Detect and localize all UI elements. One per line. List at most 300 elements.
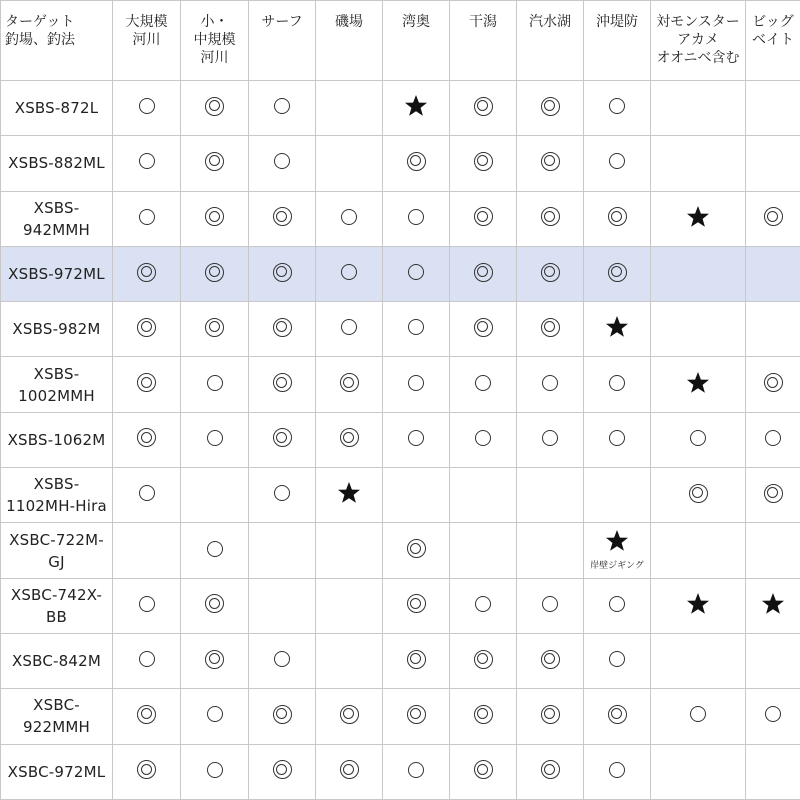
circle-icon <box>609 651 625 667</box>
rating-cell <box>249 633 316 688</box>
double-circle-icon <box>474 705 493 724</box>
rating-cell <box>517 633 584 688</box>
rating-cell <box>517 689 584 744</box>
rating-cell <box>181 523 249 578</box>
rating-cell <box>450 191 517 246</box>
rating-cell <box>316 136 383 191</box>
table-row <box>1 468 800 523</box>
text-line: オオニベ含む <box>656 50 740 66</box>
double-circle-icon <box>137 760 156 779</box>
rating-cell <box>584 523 651 578</box>
double-circle-icon <box>273 428 292 447</box>
double-circle-icon <box>273 207 292 226</box>
rating-cell <box>517 191 584 246</box>
rating-cell <box>181 633 249 688</box>
rating-cell <box>113 191 181 246</box>
text-line: 干潟 <box>469 14 497 30</box>
double-circle-icon <box>273 373 292 392</box>
table-row <box>1 689 800 744</box>
rating-cell <box>383 633 450 688</box>
text-line: 河川 <box>200 50 229 66</box>
rating-cell <box>113 689 181 744</box>
rating-cell <box>316 578 383 633</box>
double-circle-icon <box>273 705 292 724</box>
circle-icon <box>274 651 290 667</box>
rating-cell <box>181 246 249 301</box>
rating-cell <box>517 136 584 191</box>
rating-cell <box>450 246 517 301</box>
rating-cell <box>113 633 181 688</box>
double-circle-icon <box>205 152 224 171</box>
rating-cell <box>746 468 800 523</box>
rating-cell <box>746 246 800 301</box>
rating-cell <box>316 523 383 578</box>
rating-cell <box>651 136 746 191</box>
rating-cell <box>113 523 181 578</box>
rating-cell <box>746 744 800 799</box>
text-line: 汽水湖 <box>529 14 571 30</box>
model-name-cell <box>1 412 113 467</box>
text-line: 沖堤防 <box>596 14 638 30</box>
table-row <box>1 633 800 688</box>
column-header <box>584 1 651 81</box>
rating-cell <box>181 81 249 136</box>
rating-cell <box>113 357 181 412</box>
model-name-cell <box>1 468 113 523</box>
circle-icon <box>408 209 424 225</box>
double-circle-icon <box>541 705 560 724</box>
circle-icon <box>207 375 223 391</box>
circle-icon <box>609 98 625 114</box>
text-line: 河川 <box>132 32 161 48</box>
double-circle-icon <box>205 318 224 337</box>
column-header <box>746 1 800 81</box>
text-line: 中規模 <box>193 32 236 48</box>
double-circle-icon <box>137 373 156 392</box>
circle-icon <box>341 319 357 335</box>
circle-icon <box>207 762 223 778</box>
rating-cell <box>113 246 181 301</box>
rating-cell <box>113 468 181 523</box>
text-line: XSBS-982M <box>12 320 101 339</box>
text-line: XSBS-882ML <box>8 154 105 173</box>
text-line: 1002MMH <box>18 386 95 405</box>
double-circle-icon <box>474 650 493 669</box>
rating-cell <box>746 578 800 633</box>
rating-cell <box>249 81 316 136</box>
text-line: ベイト <box>752 32 794 48</box>
rating-cell <box>584 578 651 633</box>
rating-cell <box>249 246 316 301</box>
model-name-cell <box>1 578 113 633</box>
rating-cell <box>316 357 383 412</box>
circle-icon <box>765 430 781 446</box>
header-corner-cell <box>1 1 113 81</box>
rating-cell <box>450 468 517 523</box>
circle-icon <box>475 430 491 446</box>
rating-cell <box>517 246 584 301</box>
double-circle-icon <box>407 539 426 558</box>
circle-icon <box>690 430 706 446</box>
rating-cell <box>450 136 517 191</box>
table-body <box>1 81 800 800</box>
double-circle-icon <box>541 152 560 171</box>
rating-cell <box>584 689 651 744</box>
double-circle-icon <box>205 594 224 613</box>
rating-cell <box>249 357 316 412</box>
rating-cell <box>181 578 249 633</box>
rating-cell <box>746 302 800 357</box>
double-circle-icon <box>205 97 224 116</box>
circle-icon <box>542 430 558 446</box>
text-line: ターゲット <box>5 14 75 30</box>
model-name-cell <box>1 633 113 688</box>
model-name-cell <box>1 689 113 744</box>
double-circle-icon <box>407 152 426 171</box>
rating-cell <box>316 689 383 744</box>
rating-cell <box>746 136 800 191</box>
double-circle-icon <box>205 263 224 282</box>
rating-cell <box>651 302 746 357</box>
double-circle-icon <box>137 428 156 447</box>
rating-cell <box>651 744 746 799</box>
text-line: XSBC- <box>33 696 80 715</box>
rating-cell <box>584 412 651 467</box>
circle-icon <box>609 762 625 778</box>
circle-icon <box>690 706 706 722</box>
circle-icon <box>408 375 424 391</box>
double-circle-icon <box>541 760 560 779</box>
rating-cell <box>584 246 651 301</box>
column-header <box>249 1 316 81</box>
text-line: GJ <box>48 552 65 571</box>
circle-icon <box>139 209 155 225</box>
circle-icon <box>542 375 558 391</box>
column-header <box>113 1 181 81</box>
text-line: 湾奥 <box>402 14 430 30</box>
star-icon <box>686 592 710 616</box>
column-header <box>383 1 450 81</box>
double-circle-icon <box>541 650 560 669</box>
rating-cell <box>383 191 450 246</box>
double-circle-icon <box>340 760 359 779</box>
column-header <box>181 1 249 81</box>
rating-cell <box>584 81 651 136</box>
rating-cell <box>181 191 249 246</box>
double-circle-icon <box>541 207 560 226</box>
table-row <box>1 523 800 578</box>
rating-cell <box>584 136 651 191</box>
table-row <box>1 357 800 412</box>
rating-cell <box>316 302 383 357</box>
double-circle-icon <box>541 263 560 282</box>
rating-cell <box>517 81 584 136</box>
text-line: 922MMH <box>23 718 90 737</box>
rating-cell <box>517 412 584 467</box>
rating-cell <box>316 744 383 799</box>
rating-cell <box>517 523 584 578</box>
header-row <box>1 1 800 81</box>
rating-cell <box>584 744 651 799</box>
column-header <box>316 1 383 81</box>
double-circle-icon <box>541 97 560 116</box>
star-icon <box>605 315 629 339</box>
table-row <box>1 412 800 467</box>
rating-cell <box>383 744 450 799</box>
double-circle-icon <box>407 594 426 613</box>
rating-cell <box>249 136 316 191</box>
double-circle-icon <box>273 760 292 779</box>
text-line: XSBC-972ML <box>7 762 106 781</box>
circle-icon <box>274 153 290 169</box>
rating-cell <box>113 302 181 357</box>
rating-cell <box>517 744 584 799</box>
rating-cell <box>249 302 316 357</box>
rating-cell <box>651 357 746 412</box>
rating-cell <box>383 412 450 467</box>
double-circle-icon <box>474 207 493 226</box>
double-circle-icon <box>764 373 783 392</box>
table-row <box>1 744 800 799</box>
double-circle-icon <box>137 318 156 337</box>
double-circle-icon <box>407 650 426 669</box>
circle-icon <box>207 706 223 722</box>
column-header <box>651 1 746 81</box>
rating-cell <box>383 689 450 744</box>
circle-icon <box>475 375 491 391</box>
text-line: BB <box>46 607 67 626</box>
circle-icon <box>609 430 625 446</box>
rating-cell <box>651 633 746 688</box>
rating-cell <box>181 412 249 467</box>
table-row <box>1 578 800 633</box>
rating-cell <box>450 81 517 136</box>
double-circle-icon <box>541 318 560 337</box>
circle-icon <box>408 319 424 335</box>
circle-icon <box>765 706 781 722</box>
rating-cell <box>584 468 651 523</box>
rating-cell <box>249 689 316 744</box>
rating-cell <box>450 523 517 578</box>
circle-icon <box>542 596 558 612</box>
model-name-cell <box>1 744 113 799</box>
rating-cell <box>651 191 746 246</box>
circle-icon <box>408 762 424 778</box>
rating-cell <box>383 523 450 578</box>
rating-cell <box>584 357 651 412</box>
rating-cell <box>181 302 249 357</box>
text-line: 釣場、釣法 <box>5 32 75 48</box>
rating-cell <box>651 689 746 744</box>
rating-cell <box>450 633 517 688</box>
double-circle-icon <box>407 705 426 724</box>
rating-cell <box>651 523 746 578</box>
text-line: 大規模 <box>125 14 168 30</box>
circle-icon <box>139 485 155 501</box>
rating-cell <box>450 357 517 412</box>
rating-cell <box>249 468 316 523</box>
double-circle-icon <box>474 152 493 171</box>
double-circle-icon <box>273 318 292 337</box>
rating-cell <box>651 468 746 523</box>
rating-cell <box>316 81 383 136</box>
rating-cell <box>181 357 249 412</box>
model-name-cell <box>1 523 113 578</box>
circle-icon <box>609 375 625 391</box>
rating-cell <box>316 468 383 523</box>
rating-cell <box>517 578 584 633</box>
circle-icon <box>139 651 155 667</box>
rating-cell <box>113 578 181 633</box>
star-icon <box>686 371 710 395</box>
double-circle-icon <box>474 318 493 337</box>
text-line: XSBC-722M- <box>9 530 104 549</box>
text-line: XSBC-742X- <box>10 585 103 604</box>
circle-icon <box>408 430 424 446</box>
double-circle-icon <box>340 373 359 392</box>
text-line: XSBC-842M <box>11 652 102 671</box>
star-icon <box>761 592 785 616</box>
rating-cell <box>584 191 651 246</box>
model-name-cell <box>1 136 113 191</box>
rating-cell <box>517 302 584 357</box>
circle-icon <box>475 596 491 612</box>
rating-cell <box>316 246 383 301</box>
rating-cell <box>113 412 181 467</box>
rating-cell <box>450 302 517 357</box>
text-line: 1102MH-Hira <box>6 497 107 516</box>
star-icon <box>404 94 428 118</box>
rating-cell <box>181 468 249 523</box>
rating-cell <box>450 689 517 744</box>
table-row <box>1 136 800 191</box>
circle-icon <box>408 264 424 280</box>
double-circle-icon <box>608 705 627 724</box>
column-header <box>517 1 584 81</box>
double-circle-icon <box>137 263 156 282</box>
rating-cell <box>746 523 800 578</box>
rating-cell <box>383 246 450 301</box>
text-line: XSBS- <box>33 364 80 383</box>
rating-cell <box>450 412 517 467</box>
rating-cell <box>181 136 249 191</box>
rating-cell <box>181 689 249 744</box>
circle-icon <box>139 596 155 612</box>
double-circle-icon <box>205 207 224 226</box>
circle-icon <box>207 430 223 446</box>
double-circle-icon <box>608 207 627 226</box>
circle-icon <box>274 485 290 501</box>
text-line: 磯場 <box>335 14 363 30</box>
table-row <box>1 302 800 357</box>
double-circle-icon <box>474 760 493 779</box>
model-name-cell <box>1 81 113 136</box>
rating-cell <box>383 81 450 136</box>
circle-icon <box>609 153 625 169</box>
circle-icon <box>139 98 155 114</box>
rating-cell <box>746 191 800 246</box>
model-name-cell <box>1 246 113 301</box>
model-name-cell <box>1 302 113 357</box>
text-line: ビッグ <box>752 14 794 30</box>
circle-icon <box>609 596 625 612</box>
model-name-cell <box>1 357 113 412</box>
rating-cell <box>383 136 450 191</box>
table-row <box>1 191 800 246</box>
cell-note: 岸壁ジギング <box>590 561 644 572</box>
rating-cell <box>651 412 746 467</box>
text-line: XSBS-872L <box>14 99 99 118</box>
rating-cell <box>383 357 450 412</box>
rating-cell <box>584 633 651 688</box>
rating-cell <box>584 302 651 357</box>
rating-cell <box>249 412 316 467</box>
rating-cell <box>746 633 800 688</box>
star-icon <box>686 205 710 229</box>
rating-cell <box>316 412 383 467</box>
rating-cell <box>651 246 746 301</box>
text-line: アカメ <box>677 32 719 48</box>
double-circle-icon <box>764 207 783 226</box>
rating-cell <box>517 468 584 523</box>
double-circle-icon <box>205 650 224 669</box>
rating-cell <box>746 357 800 412</box>
double-circle-icon <box>608 263 627 282</box>
rating-cell <box>450 744 517 799</box>
double-circle-icon <box>474 97 493 116</box>
circle-icon <box>274 98 290 114</box>
rating-cell <box>316 633 383 688</box>
rating-cell <box>450 578 517 633</box>
star-icon <box>605 529 629 553</box>
model-name-cell <box>1 191 113 246</box>
double-circle-icon <box>689 484 708 503</box>
rating-cell <box>651 578 746 633</box>
double-circle-icon <box>474 263 493 282</box>
rating-cell <box>249 191 316 246</box>
text-line: 942MMH <box>23 220 90 239</box>
double-circle-icon <box>764 484 783 503</box>
rating-cell <box>249 523 316 578</box>
circle-icon <box>207 541 223 557</box>
column-header <box>450 1 517 81</box>
rating-cell <box>113 744 181 799</box>
rating-cell <box>249 578 316 633</box>
text-line: サーフ <box>261 14 303 30</box>
text-line: XSBS- <box>33 475 80 494</box>
rating-cell <box>746 689 800 744</box>
rating-cell <box>249 744 316 799</box>
table-row <box>1 81 800 136</box>
circle-icon <box>341 209 357 225</box>
text-line: XSBS-1062M <box>7 430 106 449</box>
rating-cell <box>316 191 383 246</box>
rating-cell <box>113 136 181 191</box>
star-icon <box>337 481 361 505</box>
rating-cell <box>383 468 450 523</box>
table-row <box>1 246 800 301</box>
text-line: XSBS- <box>33 198 80 217</box>
rating-cell <box>383 578 450 633</box>
circle-icon <box>139 153 155 169</box>
text-line: XSBS-972ML <box>8 265 105 284</box>
rating-cell <box>651 81 746 136</box>
rating-cell <box>181 744 249 799</box>
double-circle-icon <box>273 263 292 282</box>
rating-cell <box>383 302 450 357</box>
text-line: 小・ <box>200 14 229 30</box>
text-line: 対モンスター <box>656 14 740 30</box>
